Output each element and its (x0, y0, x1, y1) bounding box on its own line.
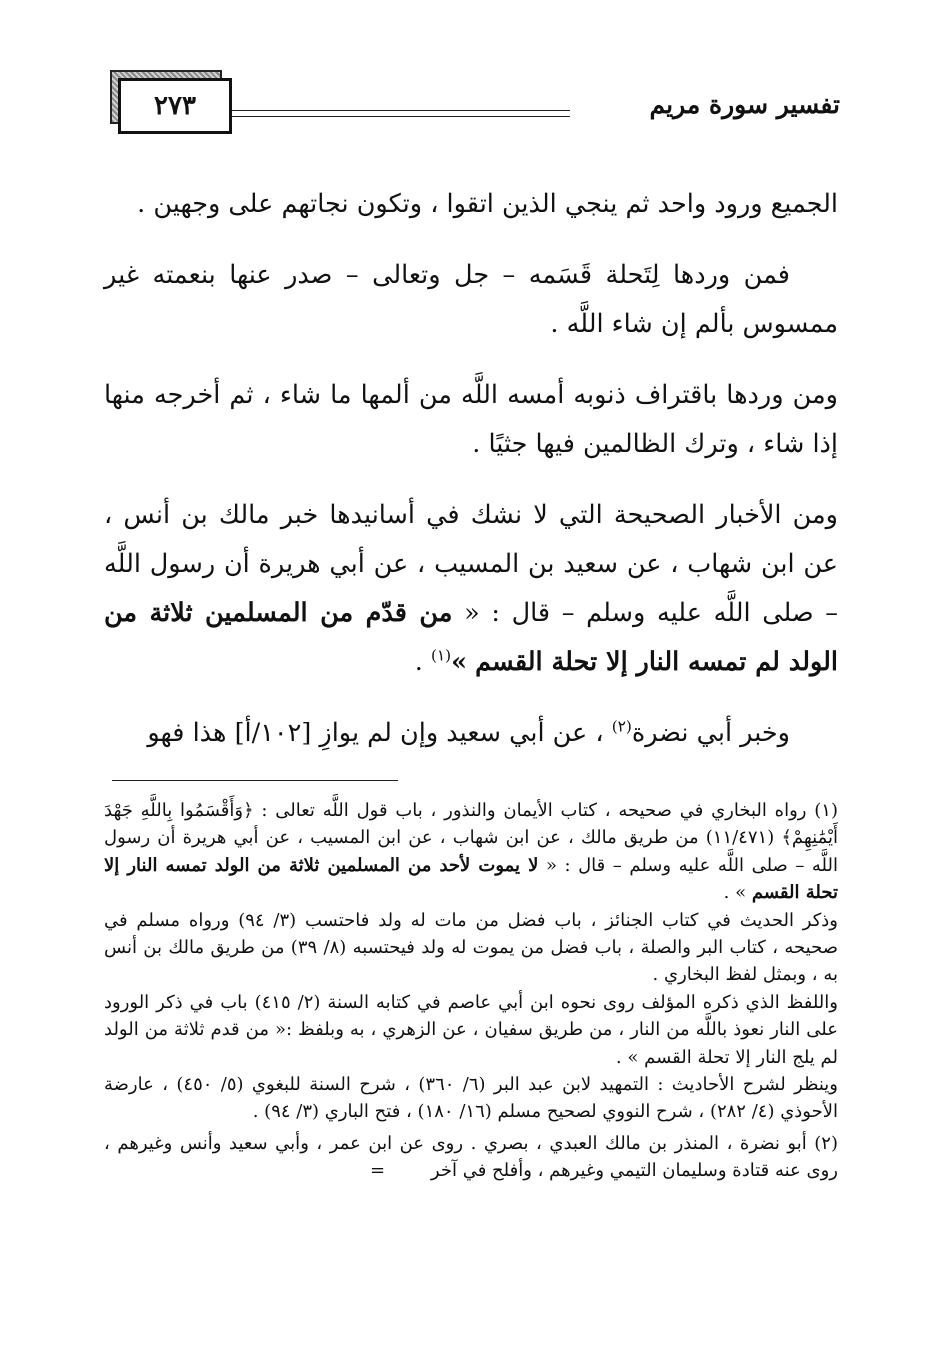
header-rule (232, 110, 570, 117)
footnote-1-part-a (104, 797, 838, 907)
footnote-1 (104, 797, 838, 1126)
footnote-2-continuation: = (370, 1160, 386, 1182)
main-text (104, 180, 838, 780)
footnote-1-hadith: لا يموت لأحد من المسلمين ثلاثة من الولد تمسه النار إلا تحلة القسم (104, 854, 838, 904)
footnote-2-text: (٢) أبو نضرة ، المنذر بن مالك العبدي ، بصري . روى عن ابن عمر ، وأبي سعيد وأنس وغيرهم ، روى عنه قتادة وسليمان التيمي وغيرهم ، وأفلح في آخر (104, 1132, 838, 1182)
footnote-1-part-c: واللفظ الذي ذكره المؤلف روى نحوه ابن أبي عاصم في كتابه السنة (٢/ ٤١٥) باب في ذكر الورود على النار نعوذ باللَّه من النار ، من طريق سفيان ، عن الزهري ، به وبلفظ :« من قدم ثلاثة من الولد لم يلج النار إلا تحلة القسم » . (104, 991, 838, 1068)
page-header (110, 70, 840, 140)
paragraph-1: الجميع ورود واحد ثم ينجي الذين اتقوا ، وتكون نجاتهم على وجهين . (137, 189, 838, 219)
footnote-separator (112, 780, 398, 781)
paragraph-2: فمن وردها لِتَحلة قَسَمه – جل وتعالى – صدر عنها بنعمته غير ممسوس بألم إن شاء اللَّه . (104, 260, 838, 339)
hadith-end: . (414, 647, 431, 677)
paragraph-4 (104, 491, 838, 687)
footnotes (104, 797, 838, 1189)
paragraph-3: ومن وردها باقتراف ذنوبه أمسه اللَّه من ألمها ما شاء ، ثم أخرجه منها إذا شاء ، وترك الظالمين فيها جثيًا . (104, 380, 838, 459)
footnote-2 (104, 1130, 838, 1185)
footnote-1-text-a-end: » . (723, 882, 752, 904)
paragraph-5-start: وخبر أبي نضرة (631, 718, 790, 748)
hadith-close: » (451, 647, 468, 677)
paragraph-5 (104, 709, 838, 758)
footnote-1-part-d: وينظر لشرح الأحاديث : التمهيد لابن عبد البر (٦/ ٣٦٠) ، شرح السنة للبغوي (٥/ ٤٥٠) ، عارضة الأحوذي (٤/ ٢٨٢) ، شرح النووي لصحيح مسلم (١٦/ ١٨٠) ، فتح الباري (٣/ ٩٤) . (104, 1074, 838, 1123)
paragraph-5-rest: ، عن أبي سعيد وإن لم يوازِ [١٠٢/أ] هذا فهو (147, 718, 612, 748)
hadith-intro: ومن الأخبار الصحيحة التي لا نشك في أسانيدها خبر مالك بن أنس ، عن ابن شهاب ، عن سعيد بن المسيب ، عن أبي هريرة أن رسول اللَّه – صلى اللَّه عليه وسلم – قال : « (104, 500, 839, 628)
footnote-ref-2[interactable]: (٢) (611, 717, 632, 736)
footnote-ref-1[interactable]: (١) (430, 646, 452, 665)
page-number: ٢٧٣ (118, 78, 232, 134)
footnote-1-part-b: وذكر الحديث في كتاب الجنائز ، باب فضل من مات له ولد فاحتسب (٣/ ٩٤) ورواه مسلم في صحيحه ، كتاب البر والصلة ، باب فضل من يموت له ولد فيحتسبه (٨/ ٣٩) من طريق مالك بن أنس به ، وبمثل لفظ البخاري . (104, 909, 838, 986)
hadith-text: من قدّم من المسلمين ثلاثة من الولد لم تمسه النار إلا تحلة القسم (104, 598, 838, 677)
footnote-1-text-a: (١) رواه البخاري في صحيحه ، كتاب الأيمان والنذور ، باب قول اللَّه تعالى : ﴿وَأَقْسَمُوا بِاللَّهِ جَهْدَ أَيْمَٰنِهِمْ﴾ (١١/٤٧١) من طريق مالك ، عن ابن شهاب ، عن ابن المسيب ، عن أبي هريرة أن رسول اللَّه – صلى اللَّه عليه وسلم – قال : « (104, 800, 839, 876)
running-title: تفسير سورة مريم (649, 90, 840, 119)
